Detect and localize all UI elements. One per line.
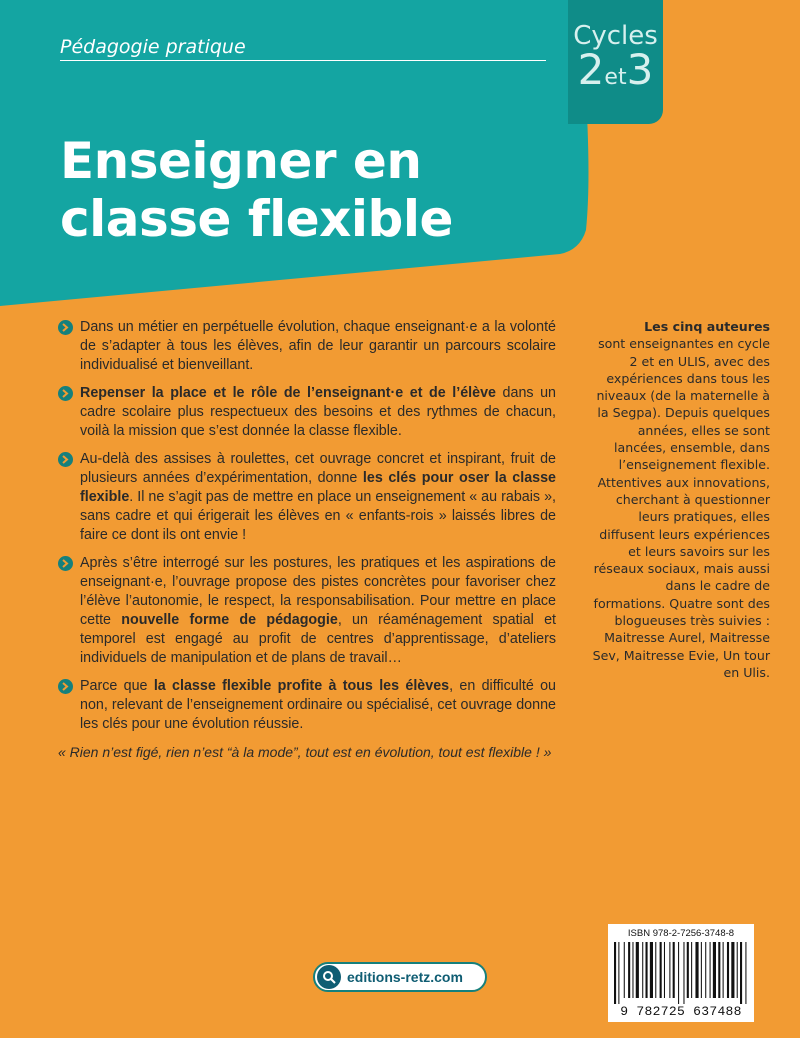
cycles-et: et [604, 65, 627, 90]
barcode-bar [664, 942, 665, 998]
authors-text: sont enseignantes en cycle 2 et en ULIS, avec des expériences dans tous les niveaux (de la maternelle à la Segpa). Depuis quelques années, elles se sont lancées, ensemble, dans l’enseignement flexible. Attentives aux innovations, cherchant à questionner leurs pratiques, elles diffusent leurs expériences et leurs savoirs sur les réseaux sociaux, mais aussi dans le cadre de formations. Quatre sont des blogueuses très suivies : Maitresse Aurel, Maitresse Sev, Maitresse Evie, Un tour en Ulis. [592, 336, 770, 680]
barcode-bar [642, 942, 643, 998]
bullet-text [80, 678, 556, 732]
barcode-bar [683, 942, 684, 1004]
bullet-text-run: Dans un métier en perpétuelle évolution, chaque enseignant·e a la volonté de s’adapter à tous les élèves, afin de leur garantir un parcours scolaire individualisé et bienveillant. [80, 319, 556, 373]
book-title [60, 132, 560, 248]
title-line-1: Enseigner en [60, 132, 422, 190]
bullet-text-run: Après s’être interrogé sur les postures, les pratiques et les aspirations de enseignant·e, l’ouvrage propose des pistes concrètes pour favoriser chez l’élève l’autonomie, le respect, la responsabilisation. Pour mettre en place cette [80, 555, 556, 628]
barcode-bar [655, 942, 656, 998]
series-rule [60, 60, 546, 61]
bullet-text [80, 385, 556, 439]
series-name: Pédagogie pratique [60, 36, 246, 58]
chevron-right-icon [58, 386, 73, 401]
barcode-bar [632, 942, 633, 998]
barcode-bar [713, 942, 716, 998]
bullet-item [58, 554, 556, 668]
barcode-bar [624, 942, 625, 998]
barcode-bar [723, 942, 724, 998]
cycles-first: 2 [577, 45, 605, 94]
barcode-bar [678, 942, 679, 1004]
barcode-bar [731, 942, 734, 998]
bullet-item [58, 450, 556, 545]
chevron-right-icon [58, 320, 73, 335]
search-icon [317, 965, 341, 989]
publisher-link[interactable] [313, 962, 487, 992]
bullet-text-run: , en difficulté ou non, relevant de l’enseignement ordinaire ou spécialisé, cet ouvrage donne les clés pour une évolution réussie. [80, 678, 556, 732]
barcode-bar [701, 942, 702, 998]
barcode-bar [687, 942, 689, 998]
chevron-right-icon [58, 556, 73, 571]
bullet-item [58, 677, 556, 734]
bullet-item [58, 384, 556, 441]
blurb [58, 318, 556, 762]
barcode-bar [669, 942, 670, 998]
barcode-bar [618, 942, 619, 1004]
barcode-bar [727, 942, 729, 998]
cycles-second: 3 [626, 45, 654, 94]
barcode-bar [718, 942, 720, 998]
bullet-text [80, 555, 556, 666]
bullet-text-run: , un réaménagement spatial et temporel est engagé au profit de centres d’apprentissage, d’ateliers individuels de manipulation et de plans de travail… [80, 612, 556, 666]
isbn-label: ISBN 978-2-7256-3748-8 [627, 928, 735, 939]
chevron-right-icon [58, 452, 73, 467]
title-line-2: classe flexible [60, 190, 453, 248]
barcode-bar [695, 942, 698, 998]
bullet-text [80, 451, 556, 543]
authors-heading: Les cinq auteures [644, 319, 770, 334]
barcode-bar [710, 942, 711, 998]
isbn-barcode-block [608, 924, 754, 1022]
cycles-label: Cycles [573, 21, 658, 51]
barcode-bar [691, 942, 692, 998]
bullet-list [58, 318, 556, 734]
authors-sidebar [592, 318, 770, 681]
bullet-item [58, 318, 556, 375]
barcode-bar [636, 942, 639, 998]
bullet-text-run: Parce que [80, 678, 154, 694]
bullet-text-bold: les clés pour oser la classe flexible [80, 470, 556, 505]
isbn-digits: 9 782725 637488 [620, 1004, 742, 1019]
barcode-bar [646, 942, 648, 998]
cycles-tab [568, 0, 663, 124]
bullet-text-bold: nouvelle forme de pédagogie [121, 612, 338, 628]
barcode-bar [614, 942, 616, 1004]
bullet-text-bold: Repenser la place et le rôle de l’enseignant·e et de l’élève [80, 385, 496, 401]
barcode-bar [705, 942, 706, 998]
barcode-bar [650, 942, 653, 998]
barcode-bar [737, 942, 738, 998]
publisher-url: editions-retz.com [347, 969, 463, 985]
bullet-text [80, 319, 556, 373]
bullet-text-run: . Il ne s’agit pas de mettre en place un enseignement « au rabais », sans cadre et qui érigerait les élèves en « enfants-rois » laissés libres de faire ce dont ils ont envie ! [80, 489, 556, 543]
chevron-right-icon [58, 679, 73, 694]
bullet-text-run: Au-delà des assises à roulettes, cet ouvrage concret et inspirant, fruit de plusieurs années d’expérimentation, donne [80, 451, 556, 486]
barcode-bar [660, 942, 662, 998]
bullet-text-run: dans un cadre scolaire plus respectueux des besoins et des rythmes de chacun, voilà la mission que s’est donnée la classe flexible. [80, 385, 556, 439]
barcode-bar [740, 942, 742, 1004]
barcode-image [614, 942, 748, 1004]
barcode-bar [745, 942, 746, 1004]
closing-quote: « Rien n’est figé, rien n’est “à la mode”, tout est en évolution, tout est flexible ! » [58, 744, 552, 760]
bullet-text-bold: la classe flexible profite à tous les élèves [153, 678, 450, 694]
barcode-bar [673, 942, 675, 998]
cycles-numbers [568, 45, 663, 98]
barcode-bar [628, 942, 630, 998]
